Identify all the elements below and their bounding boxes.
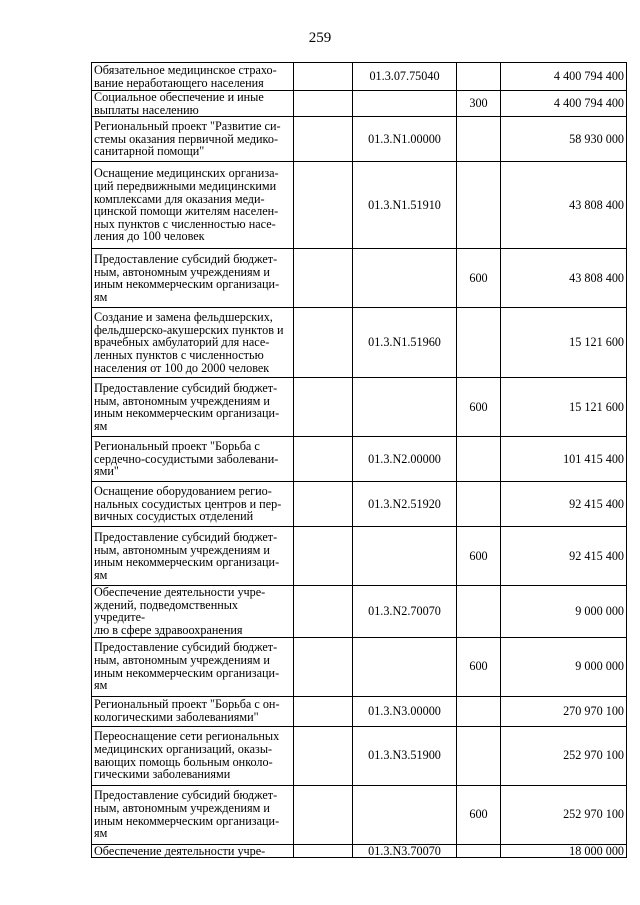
item-name-cell: Оснащение медицинских организа- ций передвижными медицинскими комплексами для оказания меди- цинской помощи жителям населен- ных пунктов с численностью насе- ления до 100 человек — [92, 162, 294, 249]
amount-cell: 92 415 400 — [501, 527, 627, 586]
table-row — [92, 527, 627, 586]
expense-type-cell — [457, 63, 501, 91]
item-name-cell: Региональный проект "Борьба с сердечно-сосудистыми заболевани- ями" — [92, 437, 294, 482]
target-code-cell: 01.3.N3.70070 — [353, 844, 457, 858]
empty-cell — [294, 696, 353, 726]
target-code-cell — [353, 785, 457, 844]
amount-cell: 43 808 400 — [501, 249, 627, 308]
target-code-cell — [353, 91, 457, 117]
item-name-cell: Обеспечение деятельности учре- — [92, 844, 294, 858]
table-row — [92, 726, 627, 785]
expense-type-cell: 600 — [457, 527, 501, 586]
target-code-cell: 01.3.N2.51920 — [353, 482, 457, 527]
empty-cell — [294, 249, 353, 308]
item-name-cell: Предоставление субсидий бюджет- ным, автономным учреждениям и иным некоммерческим организаци- ям — [92, 527, 294, 586]
page-number: 259 — [308, 30, 332, 46]
target-code-cell: 01.3.07.75040 — [353, 63, 457, 91]
expense-type-cell — [457, 117, 501, 162]
amount-cell: 18 000 000 — [501, 844, 627, 858]
table-row — [92, 117, 627, 162]
item-name-cell: Оснащение оборудованием регио- нальных сосудистых центров и пер- вичных сосудистых отделений — [92, 482, 294, 527]
expense-type-cell: 600 — [457, 378, 501, 437]
amount-cell: 252 970 100 — [501, 726, 627, 785]
amount-cell: 9 000 000 — [501, 637, 627, 696]
empty-cell — [294, 308, 353, 378]
table-row — [92, 437, 627, 482]
expense-type-cell — [457, 437, 501, 482]
item-name-cell: Создание и замена фельдшерских, фельдшерско-акушерских пунктов и врачебных амбулаторий для насе- ленных пунктов с численностью населения от 100 до 2000 человек — [92, 308, 294, 378]
budget-table — [91, 62, 627, 858]
expense-type-cell — [457, 482, 501, 527]
table-row — [92, 586, 627, 637]
target-code-cell — [353, 637, 457, 696]
target-code-cell: 01.3.N1.00000 — [353, 117, 457, 162]
item-name-cell: Предоставление субсидий бюджет- ным, автономным учреждениям и иным некоммерческим организаци- ям — [92, 249, 294, 308]
empty-cell — [294, 91, 353, 117]
empty-cell — [294, 378, 353, 437]
target-code-cell: 01.3.N2.00000 — [353, 437, 457, 482]
table-row — [92, 844, 627, 858]
table-row — [92, 637, 627, 696]
target-code-cell — [353, 378, 457, 437]
empty-cell — [294, 844, 353, 858]
target-code-cell — [353, 249, 457, 308]
empty-cell — [294, 637, 353, 696]
target-code-cell — [353, 527, 457, 586]
expense-type-cell: 600 — [457, 785, 501, 844]
expense-type-cell: 300 — [457, 91, 501, 117]
expense-type-cell: 600 — [457, 249, 501, 308]
table-row — [92, 91, 627, 117]
empty-cell — [294, 63, 353, 91]
table-row — [92, 378, 627, 437]
empty-cell — [294, 586, 353, 637]
target-code-cell: 01.3.N3.51900 — [353, 726, 457, 785]
expense-type-cell — [457, 162, 501, 249]
table-row — [92, 482, 627, 527]
target-code-cell: 01.3.N1.51910 — [353, 162, 457, 249]
target-code-cell: 01.3.N1.51960 — [353, 308, 457, 378]
table-row — [92, 249, 627, 308]
target-code-cell: 01.3.N2.70070 — [353, 586, 457, 637]
amount-cell: 252 970 100 — [501, 785, 627, 844]
item-name-cell: Переоснащение сети региональных медицинских организаций, оказы- вающих помощь больным онколо- гическими заболеваниями — [92, 726, 294, 785]
target-code-cell: 01.3.N3.00000 — [353, 696, 457, 726]
expense-type-cell — [457, 844, 501, 858]
amount-cell: 9 000 000 — [501, 586, 627, 637]
amount-cell: 15 121 600 — [501, 308, 627, 378]
item-name-cell: Обязательное медицинское страхо- вание неработающего населения — [92, 63, 294, 91]
amount-cell: 101 415 400 — [501, 437, 627, 482]
amount-cell: 92 415 400 — [501, 482, 627, 527]
item-name-cell: Региональный проект "Борьба с он- кологическими заболеваниями" — [92, 696, 294, 726]
item-name-cell: Предоставление субсидий бюджет- ным, автономным учреждениям и иным некоммерческим организаци- ям — [92, 637, 294, 696]
item-name-cell: Региональный проект "Развитие си- стемы оказания первичной медико- санитарной помощи" — [92, 117, 294, 162]
empty-cell — [294, 527, 353, 586]
table-row — [92, 162, 627, 249]
expense-type-cell — [457, 726, 501, 785]
table-row — [92, 308, 627, 378]
table-row — [92, 63, 627, 91]
expense-type-cell — [457, 308, 501, 378]
expense-type-cell — [457, 696, 501, 726]
empty-cell — [294, 117, 353, 162]
amount-cell: 15 121 600 — [501, 378, 627, 437]
item-name-cell: Предоставление субсидий бюджет- ным, автономным учреждениям и иным некоммерческим организаци- ям — [92, 785, 294, 844]
expense-type-cell — [457, 586, 501, 637]
empty-cell — [294, 482, 353, 527]
amount-cell: 270 970 100 — [501, 696, 627, 726]
empty-cell — [294, 726, 353, 785]
item-name-cell: Социальное обеспечение и иные выплаты населению — [92, 91, 294, 117]
item-name-cell: Обеспечение деятельности учре- ждений, подведомственных учредите- лю в сфере здравоохранения — [92, 586, 294, 637]
table-row — [92, 785, 627, 844]
amount-cell: 58 930 000 — [501, 117, 627, 162]
item-name-cell: Предоставление субсидий бюджет- ным, автономным учреждениям и иным некоммерческим организаци- ям — [92, 378, 294, 437]
amount-cell: 4 400 794 400 — [501, 63, 627, 91]
empty-cell — [294, 785, 353, 844]
table-row — [92, 696, 627, 726]
empty-cell — [294, 437, 353, 482]
amount-cell: 4 400 794 400 — [501, 91, 627, 117]
amount-cell: 43 808 400 — [501, 162, 627, 249]
empty-cell — [294, 162, 353, 249]
expense-type-cell: 600 — [457, 637, 501, 696]
